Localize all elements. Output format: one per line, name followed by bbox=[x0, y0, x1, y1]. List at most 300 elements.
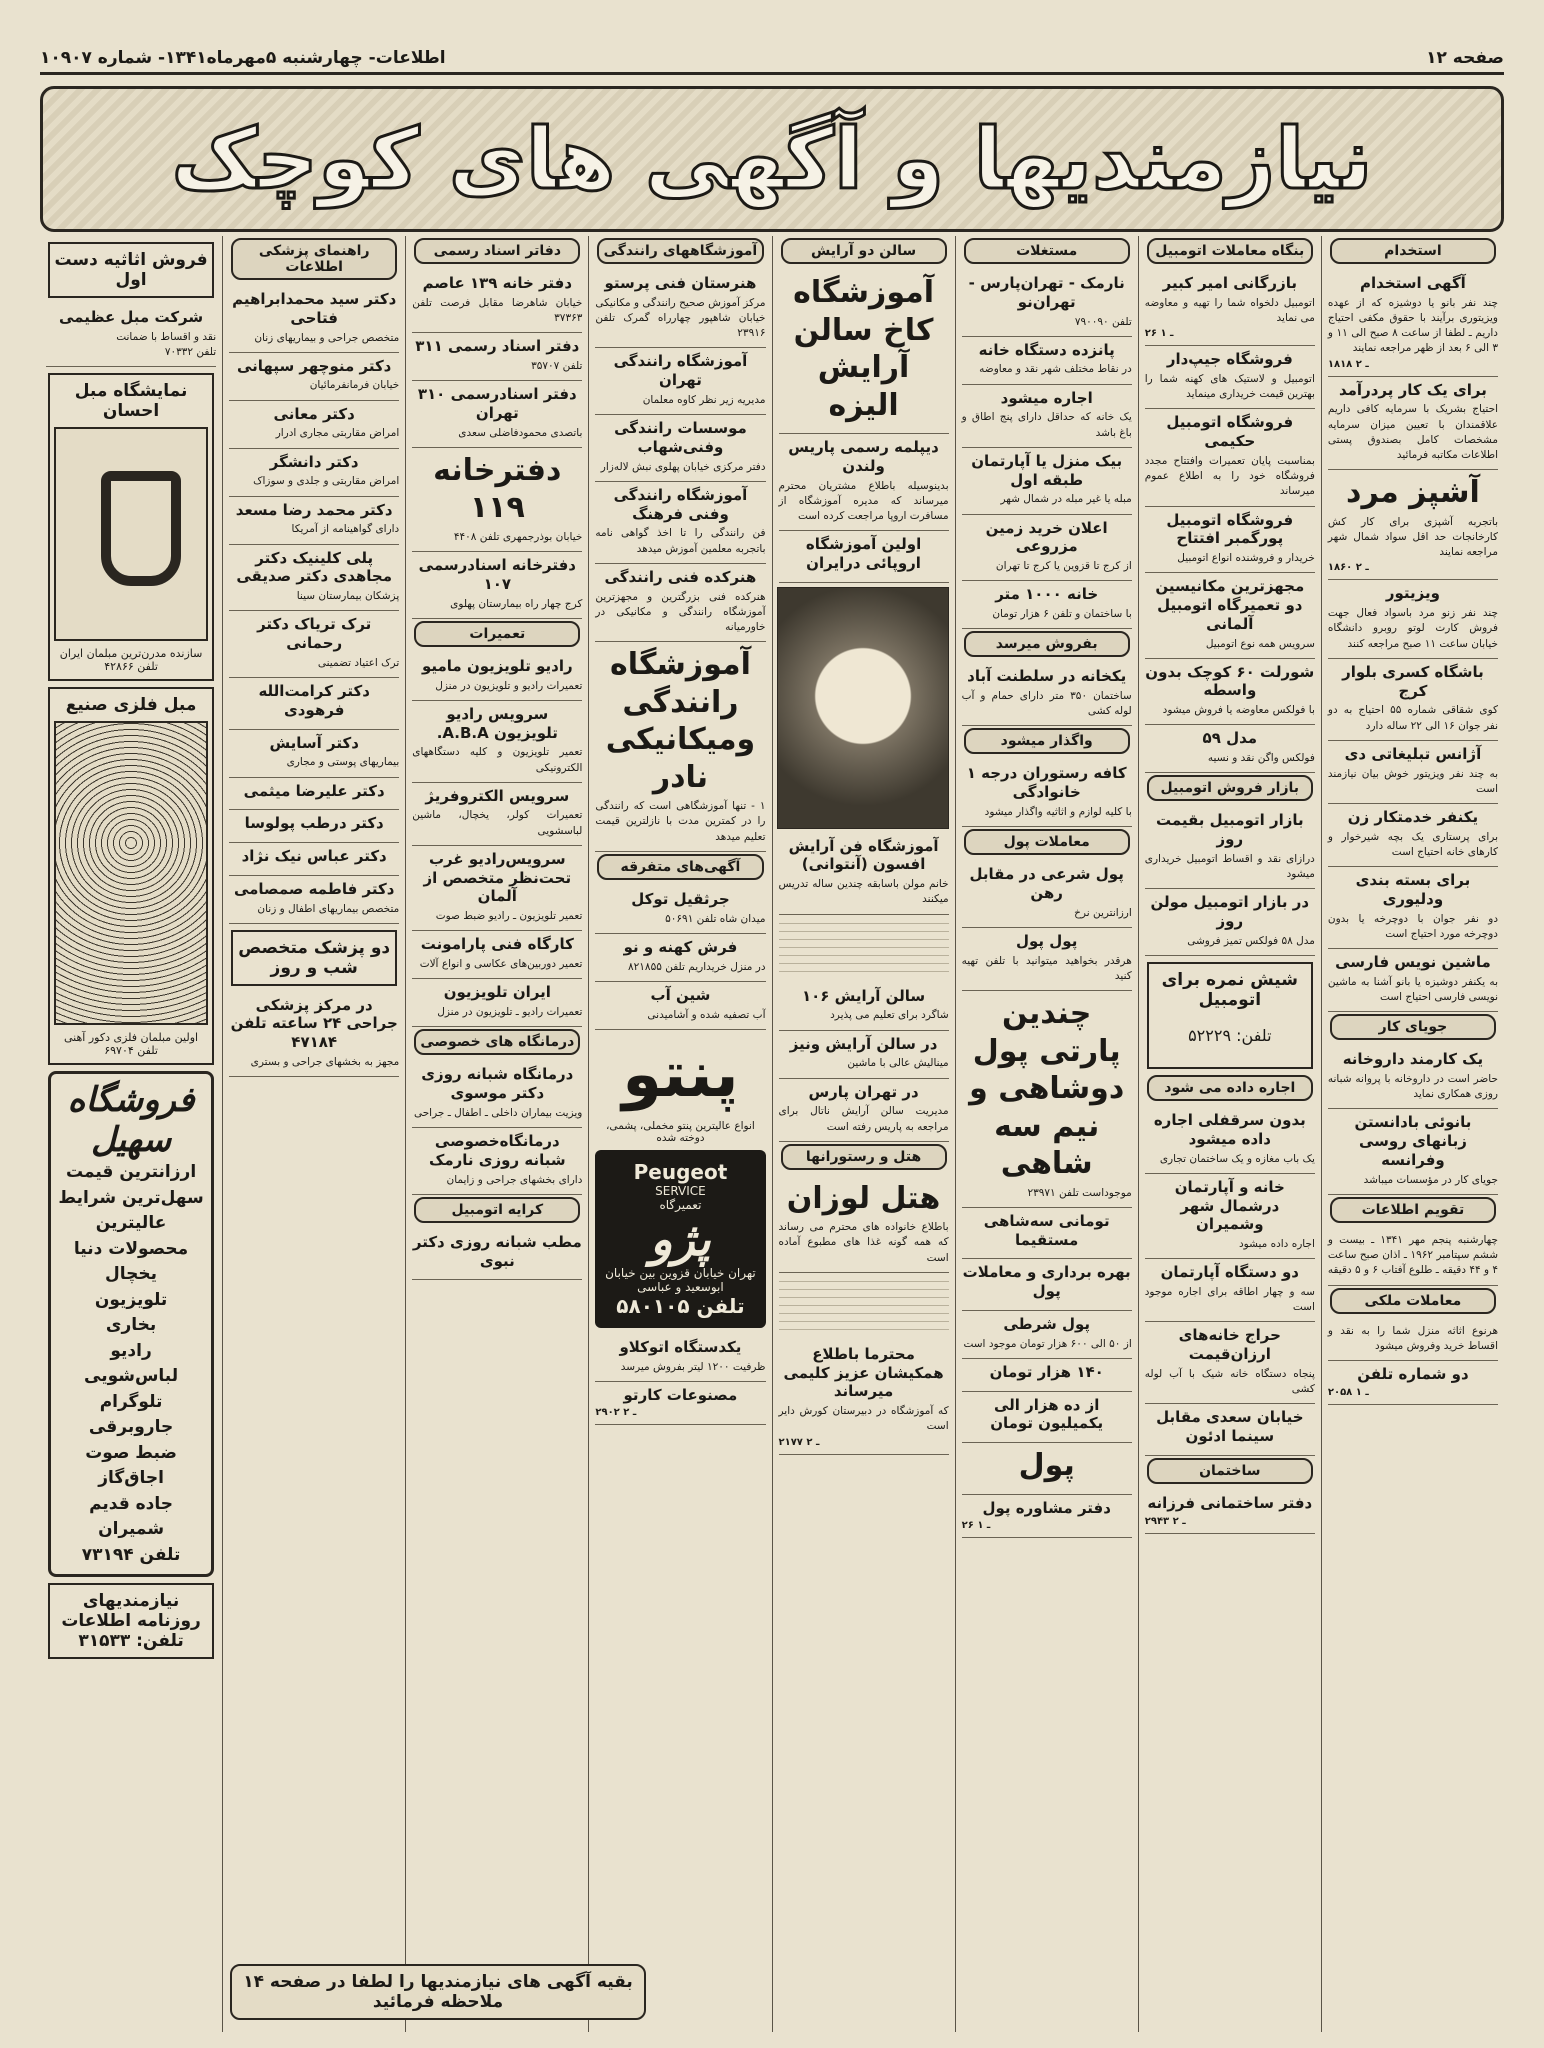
ad-title: هنرکده فنی رانندگی bbox=[604, 567, 757, 586]
classified-ad bbox=[1145, 1322, 1315, 1404]
classified-ad bbox=[962, 270, 1132, 337]
classified-ad bbox=[962, 1259, 1132, 1311]
furniture-ad bbox=[48, 373, 214, 681]
classified-ad bbox=[1328, 949, 1498, 1012]
box-title: نیازمندیهای روزنامه اطلاعات bbox=[61, 1591, 201, 1632]
peugeot-address: تهران خیابان قزوین بین خیابان ابوسعید و عباسی bbox=[605, 1265, 756, 1294]
classified-ad bbox=[412, 333, 582, 381]
boxed-ad bbox=[48, 1583, 214, 1659]
classified-ad bbox=[779, 1176, 949, 1273]
box-title: مبل فلزی صنیع bbox=[65, 695, 197, 716]
ad-title: آژانس تبلیغاتی دی bbox=[1344, 744, 1482, 763]
ad-code: ۲۹۴۳ ـ ۲ bbox=[1144, 1515, 1186, 1527]
ad-title: مجهزترین مکانیسین دو تعمیرگاه اتومبیل آلمانی bbox=[1155, 577, 1305, 633]
peugeot-name: پژو bbox=[650, 1211, 711, 1266]
classified-ad bbox=[229, 545, 399, 612]
ad-text: باتصدی محمودفاضلی سعدی bbox=[458, 426, 583, 439]
classified-ad bbox=[1328, 804, 1498, 867]
ad-title: پلی کلینیک دکتر مجاهدی دکتر صدیقی bbox=[236, 548, 392, 586]
ad-text: مجهز به بخشهای جراحی و بستری bbox=[250, 1055, 400, 1068]
ad-text: هنرکده فنی بزرگترین و مجهزترین آموزشگاه رانندگی و مکانیکی در خاورمیانه bbox=[595, 590, 766, 633]
classified-ad bbox=[412, 653, 582, 701]
ad-text: کرج چهار راه بیمارستان پهلوی bbox=[450, 597, 583, 610]
classified-ad bbox=[1328, 270, 1498, 377]
classified-ad bbox=[1145, 1174, 1315, 1259]
classified-ad bbox=[1328, 867, 1498, 949]
ad-title: خیابان سعدی مقابل سینما ادئون bbox=[1156, 1408, 1304, 1446]
store-item: جاروبرقی bbox=[88, 1417, 174, 1438]
category-header: بازار فروش اتومبیل bbox=[1147, 775, 1313, 801]
classified-ad bbox=[595, 886, 765, 934]
ad-title: بیک منزل یا آپارتمان طبقه اول bbox=[971, 451, 1123, 489]
ad-title: دکتر معانی bbox=[273, 404, 355, 423]
classified-ad bbox=[962, 1359, 1132, 1392]
store-item: تلوگرام bbox=[99, 1391, 163, 1412]
ad-title: ویزیتور bbox=[1385, 584, 1440, 603]
ad-text: خریدار و فروشنده انواع اتومبیل bbox=[1177, 552, 1315, 565]
classified-ad bbox=[412, 979, 582, 1027]
masthead-title: نیازمندیها و آگهی های کوچک bbox=[171, 110, 1373, 208]
classified-ad bbox=[1145, 573, 1315, 658]
ad-text: آب تصفیه شده و آشامیدنی bbox=[647, 1008, 766, 1021]
ad-text: تعمیرات رادیو و تلویزیون در منزل bbox=[435, 679, 583, 692]
ad-code: ۲۰۵۸ ـ ۱ bbox=[1327, 1386, 1369, 1398]
ad-text: اتومبیل دلخواه شما را تهیه و معاوضه می نماید bbox=[1144, 296, 1315, 324]
classified-ad bbox=[412, 783, 582, 846]
classified-ad bbox=[595, 564, 765, 642]
ad-text: باتجربه آشپزی برای کار کش کارخانجات حد اقل سواد شمال شهر مراجعه نمایند bbox=[1327, 515, 1498, 559]
classified-ad bbox=[229, 678, 399, 730]
classified-ad bbox=[962, 515, 1132, 582]
ad-text: بدینوسیله باطلاع مشتریان محترم میرساند که مدیره آموزشگاه از مسافرت اروپا مراجعت کرده است bbox=[778, 479, 949, 522]
ad-title: دکتر عباس نیک نژاد bbox=[241, 847, 387, 865]
ad-phone: تلفن ۷۹۰۰۹۰ bbox=[1074, 315, 1132, 328]
ad-title: مطب شبانه روزی دکتر نبوی bbox=[412, 1232, 582, 1270]
classified-ad bbox=[595, 1334, 765, 1382]
store-line: ارزانترین قیمت bbox=[65, 1162, 197, 1183]
ad-title: بازار اتومبیل بقیمت روز bbox=[1155, 811, 1304, 849]
ad-text: با ساختمان و تلفن ۶ هزار تومان bbox=[992, 608, 1132, 621]
classified-ad bbox=[779, 1341, 949, 1455]
category-header: معاملات پول bbox=[964, 829, 1130, 855]
ad-text: خیابان شاهرضا مقابل فرصت تلفن ۳۷۳۶۳ bbox=[412, 296, 583, 324]
box-text: سازنده مدرن‌ترین مبلمان ایران bbox=[59, 647, 203, 661]
classified-ad bbox=[962, 581, 1132, 629]
classified-ad bbox=[1145, 409, 1315, 506]
ad-title: حراج خانه‌های ارزان‌قیمت bbox=[1178, 1326, 1281, 1364]
ad-text: درازای نقد و اقساط اتومبیل خریداری میشود bbox=[1144, 852, 1315, 881]
ad-title: هتل لوزان bbox=[786, 1180, 941, 1216]
ad-text: شاگرد برای تعلیم می پذیرد bbox=[830, 1009, 949, 1022]
ad-title: پول شرطی bbox=[1003, 1314, 1091, 1333]
ad-title: بانوئی بادانستن زبانهای روسی وفرانسه bbox=[1354, 1113, 1472, 1169]
ad-title: سالن آرایش ۱۰۶ bbox=[801, 986, 926, 1005]
metal-furniture-ad bbox=[48, 687, 214, 1065]
ad-title: شورلت ۶۰ کوچک بدون واسطه bbox=[1145, 662, 1315, 700]
ad-title: آموزشگاه کاخ سالن آرایش الیزه bbox=[793, 275, 934, 423]
category-header: معاملات ملکی bbox=[1330, 1288, 1496, 1314]
category-header: کرایه اتومبیل bbox=[414, 1197, 580, 1223]
ad-title: کافه رستوران درجه ۱ خانوادگی bbox=[966, 764, 1127, 802]
ad-text: سرویس همه نوع اتومبیل bbox=[1205, 637, 1315, 650]
classified-ad bbox=[779, 1031, 949, 1079]
store-item: ضبط صوت bbox=[85, 1442, 177, 1463]
ad-phone: تلفن: ۵۲۲۲۹ bbox=[1188, 1026, 1272, 1046]
ad-title: در بازار اتومبیل مولن روز bbox=[1150, 893, 1310, 931]
classified-ad bbox=[412, 846, 582, 931]
classified-ad bbox=[229, 401, 399, 449]
ad-text: چند نفر زنو مرد باسواد فعال جهت فروش کارت لوتو روبرو دانشگاه خیابان ساعت ۱۱ صبح مراجعه کنند bbox=[1327, 607, 1498, 650]
ad-title: دکتر درطب پولوسا bbox=[244, 814, 384, 833]
column-3 bbox=[955, 236, 1138, 2032]
ad-title: رادیو تلویزیون مامیو bbox=[421, 656, 573, 675]
ad-title: دکتر کرامت‌الله فرهودی bbox=[258, 682, 370, 719]
classified-ad bbox=[229, 876, 399, 924]
ad-title: آموزشگاه فن آرایش افسون (آنتوانی) bbox=[788, 836, 939, 874]
classified-ad bbox=[595, 482, 765, 564]
ad-text: بیماریهای پوستی و مجاری bbox=[286, 756, 400, 769]
classified-ad bbox=[1145, 1107, 1315, 1174]
classified-ad bbox=[595, 934, 765, 982]
classified-ad bbox=[962, 1495, 1132, 1539]
classified-ad bbox=[779, 270, 949, 434]
peugeot-phone: تلفن ۵۸۰۱۰۵ bbox=[616, 1293, 745, 1318]
ad-title: در مرکز پزشکی جراحی ۲۴ ساعته تلفن ۴۷۱۸۴ bbox=[230, 995, 398, 1052]
ad-text: مرکز آموزش صحیح رانندگی و مکانیکی خیابان شاهپور چهارراه گمرک تلفن ۲۳۹۱۶ bbox=[595, 296, 766, 340]
category-header: سالن دو آرایش bbox=[781, 238, 947, 264]
classified-ad bbox=[962, 337, 1132, 385]
ad-title: بدون سرقفلی اجاره داده میشود bbox=[1153, 1111, 1306, 1148]
category-header: اجاره داده می شود bbox=[1147, 1075, 1313, 1101]
ad-code: ۲۱۷۷ ـ ۲ bbox=[778, 1436, 820, 1448]
classified-ad bbox=[1145, 725, 1315, 773]
ad-title: دفتر اسنادرسمی ۳۱۰ تهران bbox=[417, 385, 577, 422]
text-block bbox=[779, 919, 949, 979]
ad-text: هرنوع اثاثه منزل شما را به نقد و اقساط خرید وفروش میشود bbox=[1327, 1324, 1498, 1352]
classified-ad bbox=[962, 991, 1132, 1208]
category-header: ساختمان bbox=[1147, 1458, 1313, 1484]
ad-title: دکتر سید محمدابراهیم فتاحی bbox=[232, 290, 397, 327]
classified-ad bbox=[1328, 1109, 1498, 1194]
ad-title: فروشگاه اتومبیل حکیمی bbox=[1166, 413, 1294, 451]
ad-text: از کرج تا قزوین یا کرج تا تهران bbox=[995, 560, 1132, 573]
ad-text: تعمیر تلویزیون و کلیه دستگاههای الکترونیکی bbox=[412, 746, 583, 774]
store-item: تلویزیون bbox=[94, 1289, 168, 1310]
page-number: صفحه ۱۲ bbox=[1426, 48, 1504, 68]
ad-title: باشگاه کسری بلوار کرج bbox=[1342, 662, 1484, 700]
ad-title: در سالن آرایش ونیز bbox=[789, 1034, 938, 1053]
ad-title: دو شماره تلفن bbox=[1357, 1365, 1469, 1383]
ad-text: امراض مقاربتی مجاری ادرار bbox=[275, 427, 400, 440]
ad-text: مینالیش عالی با ماشین bbox=[847, 1057, 949, 1070]
ad-text: ۱ - تنها آموزشگاهی است که رانندگی را در کمترین مدت با نازلترین قیمت تعلیم میدهد bbox=[595, 800, 766, 843]
box-title: فروش اثاثیه دست اول bbox=[54, 250, 208, 290]
classified-ad bbox=[1328, 659, 1498, 741]
store-item: لباس‌شویی bbox=[84, 1366, 179, 1387]
ad-code: ۲۶ ـ ۱ bbox=[1144, 328, 1174, 340]
ad-text: ظرفیت ۱۲۰۰ لیتر بفروش میرسد bbox=[620, 1360, 766, 1373]
ad-code: ۱۸۶۰ ـ ۲ bbox=[1327, 562, 1369, 574]
column-1 bbox=[1321, 236, 1504, 2032]
ad-text: نقد و اقساط با ضمانت bbox=[116, 330, 217, 343]
ad-text: در منزل خریداریم تلفن ۸۲۱۸۵۵ bbox=[628, 960, 766, 973]
ad-title: هنرستان فنی پرستو bbox=[604, 274, 757, 292]
ad-text: با کلیه لوازم و اثاثیه واگذار میشود bbox=[984, 805, 1132, 818]
issue-info: اطلاعات- چهارشنبه ۵مهرماه۱۳۴۱- شماره ۱۰۹۰۷ bbox=[40, 48, 446, 68]
classified-ad bbox=[412, 1229, 582, 1281]
ad-title: پول bbox=[1018, 1448, 1075, 1484]
ad-title: محترما باطلاع همکیشان عزیز کلیمی میرساند bbox=[783, 1344, 944, 1401]
classified-ad bbox=[229, 611, 399, 678]
ad-title: در تهران پارس bbox=[808, 1082, 919, 1101]
ad-code: ۲۹۰۲ ـ ۲ bbox=[595, 1407, 637, 1419]
ad-text: که آموزشگاه در دبیرستان کورش دایر است bbox=[778, 1405, 949, 1433]
classified-ad bbox=[229, 730, 399, 778]
category-header: دفاتر اسناد رسمی bbox=[414, 238, 580, 264]
ad-title: خانه و آپارتمان درشمال شهر وشمیران bbox=[1174, 1177, 1285, 1234]
ad-text: از ۵۰ الی ۶۰۰ هزار تومان موجود است bbox=[963, 1337, 1132, 1350]
classified-ad bbox=[779, 983, 949, 1031]
ad-text: مدل ۵۸ فولکس تمیز فروشی bbox=[1187, 934, 1315, 947]
ad-title: سرویس‌رادیو غرب تحت‌نظر متخصص از آلمان bbox=[423, 849, 572, 906]
ad-title: فرش کهنه و نو bbox=[623, 937, 738, 956]
ad-title: آموزشگاه رانندگی تهران bbox=[613, 352, 748, 390]
text-block bbox=[779, 1277, 949, 1337]
ad-title: پانزده دستگاه خانه bbox=[978, 340, 1115, 359]
ad-title: درمانگاه‌خصوصی شبانه روزی نارمک bbox=[429, 1132, 566, 1169]
classified-ad bbox=[229, 992, 399, 1077]
ad-title: ماشین نویس فارسی bbox=[1335, 953, 1491, 972]
category-header: تعمیرات bbox=[414, 621, 580, 647]
ad-title: دکتر دانشگر bbox=[269, 452, 359, 471]
box-phone: تلفن ۶۹۷۰۴ bbox=[104, 1044, 158, 1058]
ad-title: از ده هزار الی یکمیلیون تومان bbox=[990, 1395, 1104, 1433]
ad-text: مدیریت سالن آرایش ناتال برای مراجعه به پاریس رفته است bbox=[778, 1105, 949, 1133]
store-phone: تلفن ۷۳۱۹۴ bbox=[81, 1544, 181, 1565]
ad-title: فروشگاه اتومبیل پورگمبر افتتاح bbox=[1166, 510, 1294, 548]
category-header: آموزشگاههای رانندگی bbox=[597, 238, 763, 264]
ad-text: هرقدر بخواهید میتوانید با تلفن تهیه کنید bbox=[961, 954, 1132, 982]
ad-text: در نقاط مختلف شهر نقد و معاوضه bbox=[979, 363, 1132, 376]
ad-text: حاضر است در داروخانه با پروانه شبانه روزی همکاری نماید bbox=[1327, 1073, 1498, 1101]
column-8 bbox=[40, 236, 222, 2032]
classified-ad bbox=[1328, 580, 1498, 658]
classified-ad bbox=[962, 385, 1132, 448]
classified-ad bbox=[595, 348, 765, 415]
classified-ad bbox=[1145, 1259, 1315, 1322]
classified-ad bbox=[1145, 889, 1315, 956]
ad-title: پول شرعی در مقابل رهن bbox=[969, 865, 1124, 902]
category-header: تقویم اطلاعات bbox=[1330, 1197, 1496, 1223]
classified-ad bbox=[1328, 377, 1498, 471]
ad-title: بازرگانی امیر کبیر bbox=[1162, 274, 1297, 292]
ad-text: پنجاه دستگاه خانه شیک با آب لوله کشی bbox=[1144, 1367, 1315, 1396]
column-5 bbox=[588, 236, 771, 2032]
boxed-ad bbox=[48, 242, 214, 298]
ad-title: تومانی سه‌شاهی مستقیما bbox=[983, 1211, 1110, 1249]
classified-ad bbox=[229, 497, 399, 545]
ad-code: ۱۸۱۸ ـ ۲ bbox=[1327, 358, 1369, 370]
ad-title: اعلان خرید زمین مزروعی bbox=[985, 518, 1108, 556]
classified-ad bbox=[962, 1392, 1132, 1444]
classified-ad bbox=[1328, 1320, 1498, 1361]
peugeot-ad bbox=[595, 1150, 765, 1328]
classified-ad bbox=[1145, 807, 1315, 889]
ad-text: با فولکس معاوضه یا فروش میشود bbox=[1162, 704, 1315, 717]
ad-title: یکنفر خدمتکار زن bbox=[1347, 807, 1479, 826]
classified-ad bbox=[412, 270, 582, 333]
calendar-text: چهارشنبه پنجم مهر ۱۳۴۱ ـ بیست و ششم سپتامبر ۱۹۶۲ ـ اذان صبح ساعت ۴ و ۴۴ دقیقه ـ طلوع آفتاب ۶ و ۵ دقیقه bbox=[1327, 1233, 1498, 1277]
ad-text: انواع عالیترین پنتو مخملی، پشمی، دوخته شده bbox=[606, 1119, 755, 1144]
ad-text: چند نفر بانو یا دوشیزه که از عهده ویزیتوری برآیند با حقوق مکفی احتیاج داریم ـ لطفا از ساعت ۸ صبح الی ۱۱ و ۳ الی ۶ بعد از ظهر مراجعه نمایند bbox=[1327, 296, 1498, 355]
ad-phone: تلفن ۷۰۳۳۲ bbox=[164, 345, 217, 358]
ad-text: پزشکان بیمارستان سینا bbox=[296, 590, 400, 603]
classified-ad bbox=[1145, 346, 1315, 409]
ad-title: سرویس رادیو تلویزیون A.B.A. bbox=[436, 704, 558, 742]
ad-title: برای بسته بندی ودلیوری bbox=[1355, 871, 1471, 908]
classified-ad bbox=[595, 270, 765, 348]
box-phone: تلفن ۴۲۸۶۶ bbox=[104, 660, 158, 674]
classified-ad bbox=[1328, 470, 1498, 580]
classified-ad bbox=[779, 434, 949, 531]
column-2 bbox=[1138, 236, 1321, 2032]
ad-title: نارمک - تهران‌پارس - تهران‌نو bbox=[968, 274, 1125, 311]
category-header: آگهی‌های متفرقه bbox=[597, 854, 763, 880]
ad-title: خانه ۱۰۰۰ متر bbox=[995, 585, 1099, 604]
ad-text: دارای بخشهای جراحی و زایمان bbox=[446, 1173, 583, 1186]
store-line: عالیترین محصولات دنیا bbox=[73, 1213, 189, 1259]
category-header: بنگاه معاملات اتومبیل bbox=[1147, 238, 1313, 264]
ad-text: به چند نفر ویزیتور خوش بیان نیازمند است bbox=[1327, 767, 1498, 795]
ad-title: اولین آموزشگاه اروپائی درایران bbox=[805, 535, 922, 572]
classified-ad bbox=[1145, 507, 1315, 574]
ad-title: مدل ۵۹ bbox=[1202, 729, 1258, 748]
ad-title: جرثقیل توکل bbox=[631, 889, 730, 908]
peugeot-label: تعمیرگاه bbox=[659, 1197, 702, 1212]
box-phone: تلفن: ۳۱۵۳۳ bbox=[78, 1631, 184, 1652]
box-title: نمایشگاه مبل احسان bbox=[74, 381, 188, 422]
ad-code: ۲۶ ـ ۱ bbox=[961, 1520, 991, 1532]
classified-ad bbox=[962, 1208, 1132, 1260]
classified-ad bbox=[962, 928, 1132, 991]
ad-title: یکخانه در سلطنت آباد bbox=[967, 667, 1127, 686]
column-4 bbox=[772, 236, 955, 2032]
classified-ad bbox=[962, 663, 1132, 726]
store-name: فروشگاه سهیل bbox=[67, 1080, 195, 1161]
ad-title: دکتر فاطمه صمصامی bbox=[233, 879, 395, 898]
classified-ad bbox=[595, 642, 765, 852]
ad-text: بمناسبت پایان تعمیرات وافتتاح مجدد فروشگاه خود را به اطلاع عموم میرساند bbox=[1144, 454, 1315, 498]
ad-title: فروشگاه جیپ‌دار bbox=[1166, 350, 1293, 369]
ad-text: کوی شقاقی شماره ۵۵ احتیاج به دو نفر جوان ۱۶ الی ۲۲ ساله دارد bbox=[1327, 704, 1498, 732]
ad-phone: تلفن ۳۵۷۰۷ bbox=[531, 359, 583, 372]
classified-ad bbox=[1145, 1490, 1315, 1534]
category-header: مستغلات bbox=[964, 238, 1130, 264]
classified-ad bbox=[229, 286, 399, 353]
ad-title: دکتر آسایش bbox=[269, 733, 359, 752]
ad-text: باطلاع خانواده های محترم می رساند که همه گونه غذا های مطبوع آماده است bbox=[778, 1221, 949, 1264]
ad-text: تعمیر تلویزیون ـ رادیو ضبط صوت bbox=[435, 910, 583, 923]
classified-ad bbox=[412, 381, 582, 448]
masthead bbox=[40, 86, 1504, 232]
ad-title: مصنوعات کارتو bbox=[623, 1385, 738, 1404]
calendar-entry bbox=[1328, 1229, 1498, 1286]
ad-text: جویای کار در مؤسسات میباشد bbox=[1363, 1173, 1498, 1186]
box-title: دو پزشک متخصص شب و روز bbox=[238, 937, 391, 978]
ad-title: موسسات رانندگی وفنی‌شهاب bbox=[614, 419, 747, 456]
classified-ad bbox=[595, 982, 765, 1030]
ad-title: دفتر ساختمانی فرزانه bbox=[1147, 1493, 1313, 1512]
ad-text: یک باب مغازه و یک ساختمان تجاری bbox=[1159, 1152, 1315, 1165]
armchair-illustration bbox=[54, 427, 208, 641]
ad-title: شیش نمره برای اتومبیل bbox=[1161, 970, 1298, 1011]
armchair-shape bbox=[101, 471, 181, 586]
ad-text: اتومبیل و لاستیک های کهنه شما را بهترین قیمت خریداری مینماید bbox=[1144, 372, 1315, 401]
classified-ad bbox=[229, 843, 399, 876]
ad-text: ارزانترین نرخ bbox=[1074, 906, 1132, 919]
ad-text: به یکنفر دوشیزه یا بانو آشنا به ماشین نویسی فارسی احتیاج است bbox=[1327, 975, 1498, 1004]
classified-ad bbox=[229, 778, 399, 811]
store-address: جاده قدیم شمیران bbox=[89, 1493, 174, 1540]
classified-ad bbox=[595, 415, 765, 482]
classified-ad bbox=[229, 449, 399, 497]
classified-ad bbox=[1328, 1046, 1498, 1109]
peugeot-service: SERVICE bbox=[655, 1183, 706, 1198]
ad-title: ۱۴۰ هزار تومان bbox=[989, 1362, 1104, 1381]
ad-text: تعمیرات کولر، یخچال، ماشین لباسشویی bbox=[412, 809, 583, 837]
category-header: جویای کار bbox=[1330, 1014, 1496, 1040]
ad-text: دو نفر جوان با دوچرخه یا بدون دوچرخه مورد احتیاج است bbox=[1327, 912, 1498, 940]
ad-text: خیابان بوذرجمهری تلفن ۴۴۰۸ bbox=[453, 530, 583, 543]
ad-text: میدان شاه تلفن ۵۰۶۹۱ bbox=[665, 912, 766, 925]
ad-text: مدیریه زیر نظر کاوه معلمان bbox=[642, 393, 766, 406]
ad-title: دیپلمه رسمی پاریس ولندن bbox=[788, 438, 939, 475]
ad-title: دفترخانه اسنادرسمی ۱۰۷ bbox=[418, 556, 576, 593]
category-header: راهنمای پزشکی اطلاعات bbox=[231, 238, 397, 280]
ad-title: کارگاه فنی پارامونت bbox=[420, 935, 574, 954]
store-line: سهل‌ترین شرایط bbox=[58, 1187, 204, 1208]
category-header: هتل و رستورانها bbox=[781, 1144, 947, 1170]
ad-title: برای یک کار پردرآمد bbox=[1338, 380, 1487, 399]
ad-title: دکتر منوچهر سپهانی bbox=[236, 356, 392, 375]
classified-ad bbox=[962, 760, 1132, 827]
classified-ad bbox=[412, 1061, 582, 1128]
classified-ad bbox=[962, 448, 1132, 515]
classified-ad bbox=[1328, 741, 1498, 804]
ad-title: شین آب bbox=[650, 985, 711, 1004]
ad-title: پول پول bbox=[1016, 931, 1078, 950]
ad-text: فن رانندگی را تا اخذ گواهی نامه باتجربه معلمین آموزش میدهد bbox=[595, 527, 766, 555]
ad-text: برای پرستاری یک بچه شیرخوار و کارهای خانه احتیاج است bbox=[1327, 830, 1498, 858]
ad-text: ترک اعتیاد تضمینی bbox=[317, 656, 400, 669]
ad-title: بهره برداری و معاملات پول bbox=[962, 1263, 1131, 1301]
store-item: بخاری bbox=[105, 1315, 157, 1336]
ad-text: ساختمان ۳۵۰ متر دارای حمام و آب لوله کشی bbox=[961, 690, 1132, 718]
classified-ad bbox=[46, 304, 216, 367]
ad-title: اجاره میشود bbox=[1000, 388, 1093, 407]
ad-text: مبله یا غیر مبله در شمال شهر bbox=[1000, 493, 1132, 506]
ad-title: دکتر محمد رضا مسعد bbox=[235, 500, 393, 519]
classified-ad bbox=[229, 353, 399, 401]
classified-ad bbox=[779, 531, 949, 583]
classified-ad bbox=[1145, 1404, 1315, 1456]
continued-note: بقیه آگهی های نیازمندیها را لطفا در صفحه ۱۴ ملاحظه فرمائید bbox=[230, 1964, 646, 2020]
column-7 bbox=[222, 236, 405, 2032]
ad-text: تعمیر دوربین‌های عکاسی و انواع آلات bbox=[419, 958, 583, 971]
classified-ad bbox=[412, 931, 582, 979]
ad-title: دفتر مشاوره پول bbox=[982, 1498, 1111, 1517]
ad-text: متخصص جراحی و بیماریهای زنان bbox=[254, 331, 400, 344]
